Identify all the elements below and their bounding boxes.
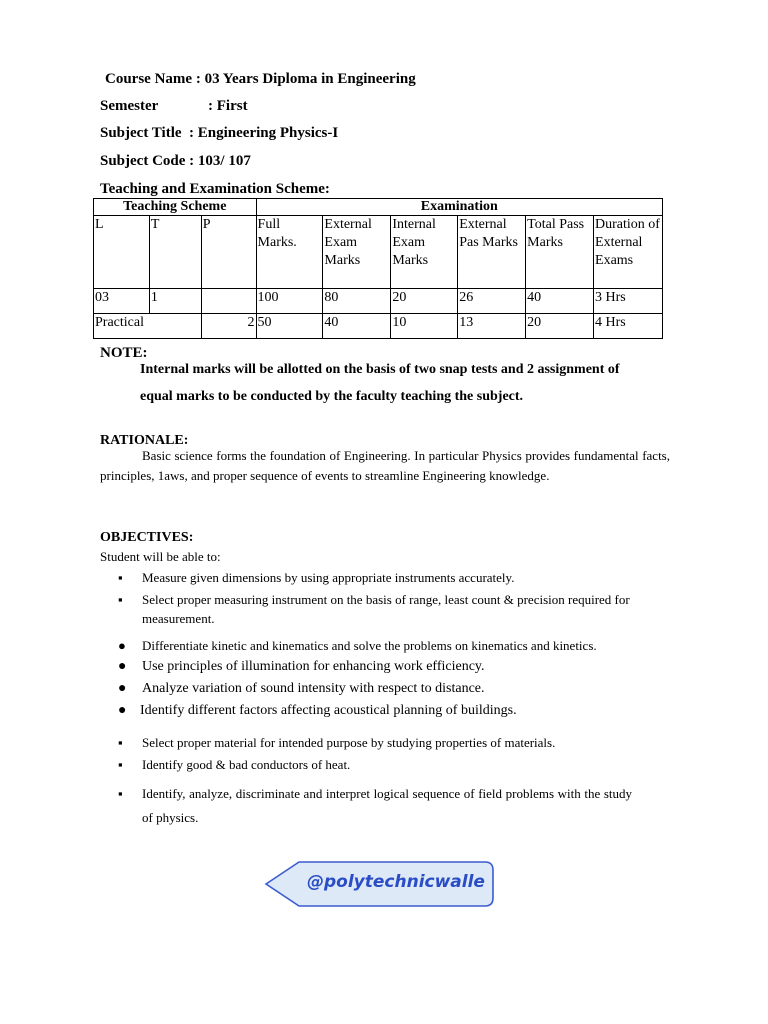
col-l: L (94, 216, 150, 289)
cell-external-pass: 26 (458, 289, 526, 314)
bullet-icon: ● (118, 638, 126, 653)
note-heading: NOTE: (100, 345, 148, 361)
rationale-text: Basic science forms the foundation of Engineering. In particular Physics provides fundamental facts, principles, 1aws, and proper sequence of events to streamline Engineering knowledge. (100, 448, 670, 483)
course-name-label: Course Name (105, 71, 193, 87)
scheme-table (93, 198, 663, 339)
subject-code-value: 103/ 107 (197, 153, 251, 169)
semester-label: Semester (100, 98, 159, 114)
semester-value: First (216, 98, 248, 114)
bullet-icon: ● (118, 703, 127, 718)
list-item: ● Differentiate kinetic and kinematics and solve the problems on kinematics and kinetics. (118, 638, 597, 653)
dash-bullet-icon: ▪ (118, 735, 123, 750)
rationale-paragraph (100, 446, 670, 486)
subject-code-line: Subject Code : 103/ 107 (100, 153, 251, 169)
cell-external-exam: 40 (323, 314, 391, 339)
cell-full-marks: 100 (256, 289, 323, 314)
watermark-text: @polytechnicwalle (307, 872, 485, 892)
list-item: ▪ Select proper measuring instrument on the basis of range, least count & precision required for measurement. (118, 592, 630, 626)
dash-bullet-icon: ▪ (118, 757, 123, 772)
cell-total-pass: 40 (526, 289, 594, 314)
objectives-heading: OBJECTIVES: (100, 530, 194, 545)
note-body (140, 356, 670, 410)
group-examination: Examination (256, 199, 662, 216)
table-row (94, 314, 663, 339)
cell-external-exam: 80 (323, 289, 391, 314)
list-item: ● Use principles of illumination for enhancing work efficiency. (118, 659, 485, 674)
bullet-icon: ● (118, 659, 127, 674)
cell-p: 2 (201, 314, 256, 339)
col-full-marks: Full Marks. (256, 216, 323, 289)
col-duration: Duration of External Exams (594, 216, 663, 289)
dash-bullet-icon: ▪ (118, 786, 123, 801)
col-total-pass-marks: Total Pass Marks (526, 216, 594, 289)
list-item: ● Identify different factors affecting acoustical planning of buildings. (118, 703, 517, 718)
col-p: P (201, 216, 256, 289)
course-name-value: 03 Years Diploma in Engineering (204, 71, 416, 87)
table-header-row (94, 216, 663, 289)
table-group-row (94, 199, 663, 216)
cell-practical-label: Practical (94, 314, 202, 339)
col-t: T (149, 216, 201, 289)
cell-external-pass: 13 (458, 314, 526, 339)
bullet-icon: ● (118, 681, 127, 696)
semester-line: Semester : First (100, 98, 248, 114)
cell-internal-exam: 10 (391, 314, 458, 339)
cell-l: 03 (94, 289, 150, 314)
col-external-pass-marks: External Pas Marks (458, 216, 526, 289)
list-item: ▪ Identify good & bad conductors of heat. (118, 757, 351, 772)
dash-bullet-icon: ▪ (118, 592, 123, 607)
list-item: ▪ Select proper material for intended purpose by studying properties of materials. (118, 735, 556, 750)
group-teaching-scheme: Teaching Scheme (94, 199, 257, 216)
cell-total-pass: 20 (526, 314, 594, 339)
subject-title-label: Subject Title (100, 125, 182, 141)
cell-p (201, 289, 256, 314)
cell-duration: 3 Hrs (594, 289, 663, 314)
rationale-heading: RATIONALE: (100, 433, 189, 448)
col-external-exam-marks: External Exam Marks (323, 216, 391, 289)
table-row (94, 289, 663, 314)
col-internal-exam-marks: Internal Exam Marks (391, 216, 458, 289)
cell-t: 1 (149, 289, 201, 314)
objectives-intro: Student will be able to: (100, 549, 221, 564)
dash-bullet-icon: ▪ (118, 570, 123, 585)
scheme-heading: Teaching and Examination Scheme: (100, 181, 330, 197)
subject-code-label: Subject Code (100, 153, 186, 169)
note-line-1: Internal marks will be allotted on the basis of two snap tests and 2 assignment of (140, 362, 620, 377)
subject-title-value: Engineering Physics-I (197, 125, 339, 141)
note-line-2: equal marks to be conducted by the faculty teaching the subject. (140, 389, 524, 404)
list-item: ▪ Identify, analyze, discriminate and interpret logical sequence of field problems with the study of physics. (122, 782, 632, 830)
watermark-badge (263, 860, 495, 908)
subject-title-line: Subject Title : Engineering Physics-I (100, 125, 339, 141)
cell-internal-exam: 20 (391, 289, 458, 314)
course-name-line: Course Name : 03 Years Diploma in Engineering (105, 71, 416, 87)
list-item: ▪ Measure given dimensions by using appropriate instruments accurately. (118, 570, 515, 585)
list-item: ● Analyze variation of sound intensity with respect to distance. (118, 681, 485, 696)
cell-duration: 4 Hrs (594, 314, 663, 339)
cell-full-marks: 50 (256, 314, 323, 339)
